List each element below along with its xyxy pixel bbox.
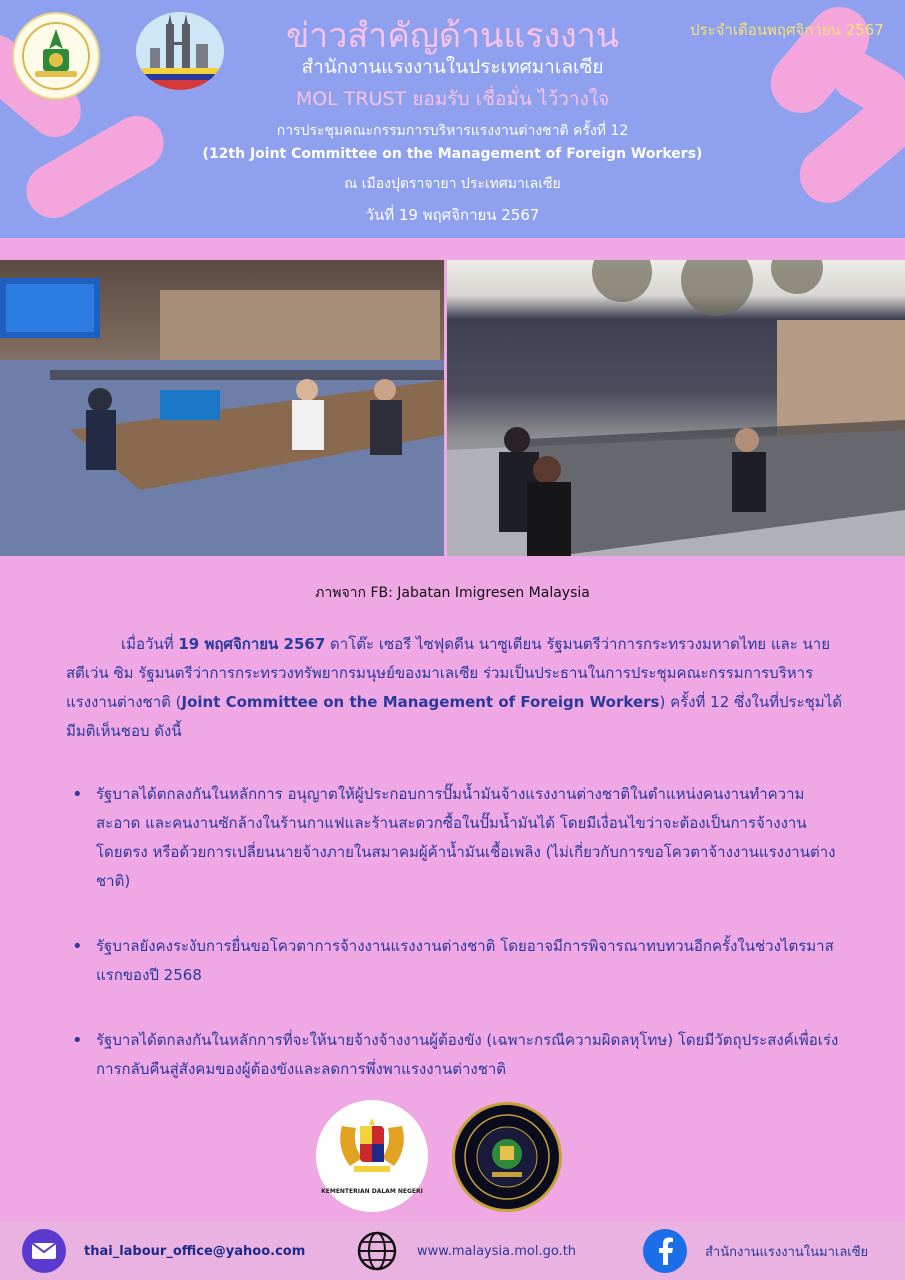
envelope-icon — [22, 1229, 66, 1273]
slogan: MOL TRUST ยอมรับ เชื่อมั่น ไว้วางใจ — [295, 88, 610, 110]
meeting-location: ณ เมืองปุตราจายา ประเทศมาเลเซีย — [344, 176, 561, 192]
footer-bar — [0, 1222, 905, 1280]
intro-text-3: ) ครั้งที่ 12 ซึ่งในที่ประชุมได้มีมติเห็นชอบ ดังนี้ — [66, 693, 842, 740]
photo-caption: ภาพจาก FB: Jabatan Imigresen Malaysia — [315, 585, 590, 601]
ministry-of-home-affairs-seal — [316, 1100, 428, 1212]
meeting-title-english: (12th Joint Committee on the Management of Foreign Workers) — [202, 146, 703, 162]
issue-month: ประจำเดือนพฤศจิกายน 2567 — [690, 21, 884, 39]
website-url[interactable]: www.malaysia.mol.go.th — [417, 1243, 577, 1259]
list-item: • รัฐบาลได้ตกลงกันในหลักการ อนุญาตให้ผู้ประกอบการปั๊มน้ำมันจ้างแรงงานต่างชาติในตำแหน่งคนงานทำความสะอาด และคนงานซักล้างในร้านกาแฟและร้านสะดวกซื้อในปั๊มน้ำมันได้ โดยมีเงื่อนไขว่าจะต้องเป็นการจ้างงานโดยตรง หรือด้วยการเปลี่ยนนายจ้างภายในสมาคมผู้ค้าน้ำมันเชื้อเพลิง (ไม่เกี่ยวกับการขอโควตาจ้างงานแรงงานต่างชาติ) — [70, 780, 845, 896]
globe-icon — [355, 1229, 399, 1273]
meeting-date: วันที่ 19 พฤศจิกายน 2567 — [365, 206, 540, 224]
contact-email[interactable] — [22, 1222, 305, 1280]
resolutions-list — [70, 780, 845, 1084]
intro-committee-name: Joint Committee on the Management of Foreign Workers — [181, 693, 660, 711]
facebook-icon — [643, 1229, 687, 1273]
contact-facebook[interactable] — [643, 1222, 868, 1280]
list-item: • รัฐบาลได้ตกลงกันในหลักการที่จะให้นายจ้างจ้างงานผู้ต้องขัง (เฉพาะกรณีความผิดลหุโทษ) โดยมีวัตถุประสงค์เพื่อเร่งการกลับคืนสู่สังคมของผู้ต้องขังและลดการพึ่งพาแรงงานต่างชาติ — [70, 1026, 845, 1084]
seal-label: KEMENTERIAN DALAM NEGERI — [321, 1187, 423, 1195]
intro-date: 19 พฤศจิกายน 2567 — [178, 635, 326, 653]
page-title: ข่าวสำคัญด้านแรงงาน — [285, 16, 620, 56]
office-name: สำนักงานแรงงานในประเทศมาเลเซีย — [301, 56, 604, 78]
meeting-title-thai: การประชุมคณะกรรมการบริหารแรงงานต่างชาติ ครั้งที่ 12 — [276, 123, 629, 139]
header-divider — [0, 238, 905, 258]
intro-text-1: เมื่อวันที่ — [121, 635, 179, 653]
meeting-photo-right — [447, 260, 905, 556]
meeting-photo-left — [0, 260, 444, 556]
header-banner — [0, 0, 905, 240]
immigration-department-seal — [452, 1102, 562, 1212]
contact-website[interactable] — [355, 1222, 576, 1280]
facebook-page-name[interactable]: สำนักงานแรงงานในมาเลเซีย — [705, 1244, 869, 1260]
intro-text-2: ดาโต๊ะ เซอรี ไซฟุดดีน นาซูเตียน รัฐมนตรีว่าการกระทรวงมหาดไทย และ นาย สตีเว่น ซิม รัฐมนตรีว่าการกระทรวงทรัพยากรมนุษย์ของมาเลเซีย ร่วมเป็นประธานในการประชุมคณะกรรมการบริหารแรงงานต่างชาติ ( — [66, 635, 830, 711]
intro-paragraph — [66, 630, 846, 746]
email-address[interactable]: thai_labour_office@yahoo.com — [84, 1243, 306, 1259]
list-item: • รัฐบาลยังคงระงับการยื่นขอโควตาการจ้างงานแรงงานต่างชาติ โดยอาจมีการพิจารณาทบทวนอีกครั้งในช่วงไตรมาสแรกของปี 2568 — [70, 932, 845, 990]
